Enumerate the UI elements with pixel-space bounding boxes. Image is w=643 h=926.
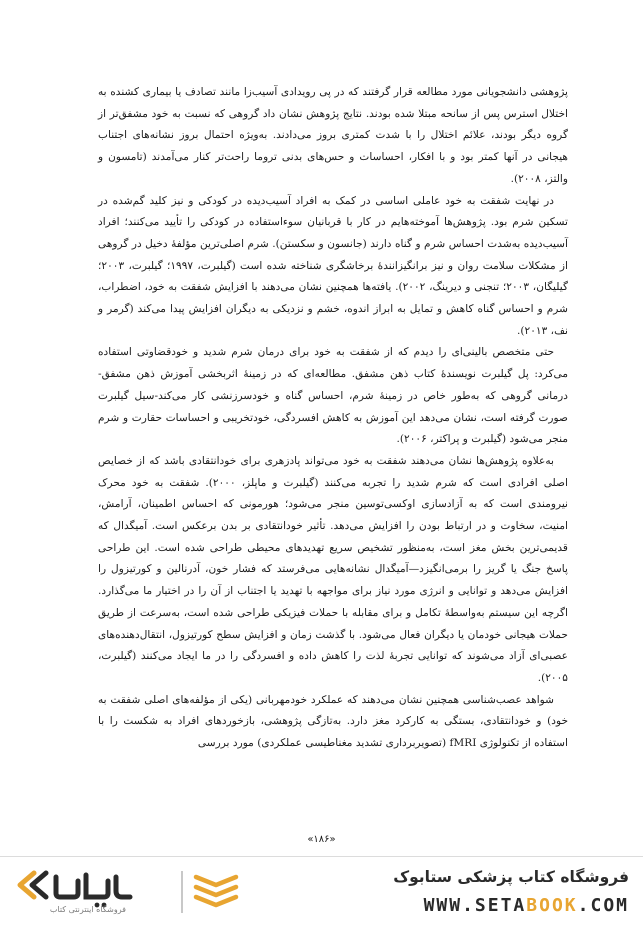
paragraph-5: شواهد عصب‌شناسی همچنین نشان می‌دهند که عملکرد خودمهربانی (یکی از مؤلفه‌های اصلی شفقت به خود) و خودانتقادی، بستگی به کارکرد مغز دارد. به‌تازگی پژوهشی، بازخوردهای افراد به شکست را با استفاده از تکنولوژی fMRI (تصویربرداری تشدید مغناطیسی عملکردی) مورد بررسی bbox=[98, 693, 568, 750]
url-suffix: .COM bbox=[577, 895, 629, 916]
logo-tagline: فروشگاه اینترنتی کتاب bbox=[49, 905, 126, 914]
body-text bbox=[98, 82, 568, 755]
page-number: «۱۸۶» bbox=[307, 834, 336, 845]
store-footer-banner bbox=[0, 857, 643, 926]
store-url[interactable] bbox=[269, 895, 629, 916]
setabook-logo bbox=[12, 867, 247, 919]
logo-graphic bbox=[12, 867, 247, 919]
store-name: فروشگاه کتاب پزشکی ستابوک bbox=[393, 868, 629, 886]
paragraph-4: به‌علاوه پژوهش‌ها نشان می‌دهند شفقت به خود می‌تواند پادزهری برای خودانتقادی باشد که از خصایص اصلی افرادی است که شرم شدید را تجربه می‌کنند (گیلبرت و ماپلز، ۲۰۰۰). شفقت به خود محرک نیرومندی است که به آزادسازی اوکسی‌توسین منجر می‌شود؛ هورمونی که احساس اطمینان، آرامش، امنیت، سخاوت و در ارتباط بودن را افزایش می‌دهد. تأثیر خودانتقادی بر بدن برعکس است. آمیگدال که قدیمی‌ترین بخش مغز است، به‌منظور تشخیص سریع تهدیدهای محیطی طراحی شده است. این طراحی پاسخ جنگ یا گریز را برمی‌انگیزد—آمیگدال نشانه‌هایی می‌فرستد که فشار خون، آدرنالین و کورتیزول را افزایش می‌دهد و توانایی و انرژی مورد نیاز برای مواجهه با تهدید یا اجتناب از آن را در اختیار ما می‌گذارد. اگرچه این سیستم به‌واسطهٔ تکامل و برای مقابله با حملات فیزیکی طراحی شده است، به‌سرعت از طریق حملات هیجانی خودمان یا دیگران فعال می‌شود. با گذشت زمان و افزایش سطح کورتیزول، انتقال‌دهنده‌های عصبی‌ای آزاد می‌شوند که توانایی تجربهٔ لذت را کاهش داده و افسردگی را در ما ایجاد می‌کنند (گیلبرت، ۲۰۰۵). bbox=[98, 454, 568, 684]
paragraph-3: حتی متخصص بالینی‌ای را دیدم که از شفقت به خود برای درمان شرم شدید و خودقضاوتی استفاده می‌کرد: پل گیلبرت نویسندهٔ کتاب ذهن مشفق. مطالعه‌ای که در زمینهٔ اثربخشی آموزش ذهن مشفق-درمانی گروهی که به‌طور خاص در زمینهٔ شرم، احساس گناه و خودسرزنشی کار می‌کند-سیل گیلبرت صورت گرفته است، نشان می‌دهد این آموزش به کاهش افسردگی، خودتخریبی و احساسات حقارت و شرم منجر می‌شود (گیلبرت و پراکتر، ۲۰۰۶). bbox=[98, 346, 568, 446]
url-prefix: WWW.SETA bbox=[423, 895, 527, 916]
url-accent: BOOK bbox=[526, 895, 578, 916]
paragraph-1: پژوهشی دانشجویانی مورد مطالعه قرار گرفتند که در پی رویدادی آسیب‌زا مانند تصادف یا بیماری کشنده به اختلال استرس پس از سانحه مبتلا شده بودند. نتایج پژوهش نشان داد گروهی که نسبت به خود مشفق‌تر از گروه دیگر بودند، علائم اختلال را با شدت کمتری بروز می‌دادند. به‌ویژه احتمال بروز نشانه‌های اجتناب هیجانی در آنها کمتر بود و با افکار، احساسات و حس‌های بدنی تروما راحت‌تر کنار می‌آمدند (تامسون و والتز، ۲۰۰۸). bbox=[98, 86, 568, 185]
paragraph-2: در نهایت شفقت به خود عاملی اساسی در کمک به افراد آسیب‌دیده در کودکی و نیز کلید گم‌شده در تسکین شرم بود. پژوهش‌ها آموخته‌هایم در کار با قربانیان سوءاستفاده در کودکی را تأیید می‌کنند؛ افراد آسیب‌دیده به‌شدت احساس شرم و گناه دارند (جانسون و سکستن). شرم اصلی‌ترین مؤلفهٔ دخیل در گروهی از مشکلات سلامت روان و نیز برانگیزانندهٔ برخاشگری شناخته شده است (گیلبرت، ۱۹۹۷؛ گیلبرت، ۲۰۰۳؛ گیلیگان، ۲۰۰۳؛ تنجنی و دیرینگ، ۲۰۰۲). یافته‌ها همچنین نشان می‌دهند با افزایش شفقت به خود، اضطراب، شرم و احساس گناه کاهش و تمایل به ابراز اندوه، خشم و نزدیکی به دیگران افزایش پیدا می‌کند (گرمر و نف، ۲۰۱۳). bbox=[98, 194, 569, 337]
